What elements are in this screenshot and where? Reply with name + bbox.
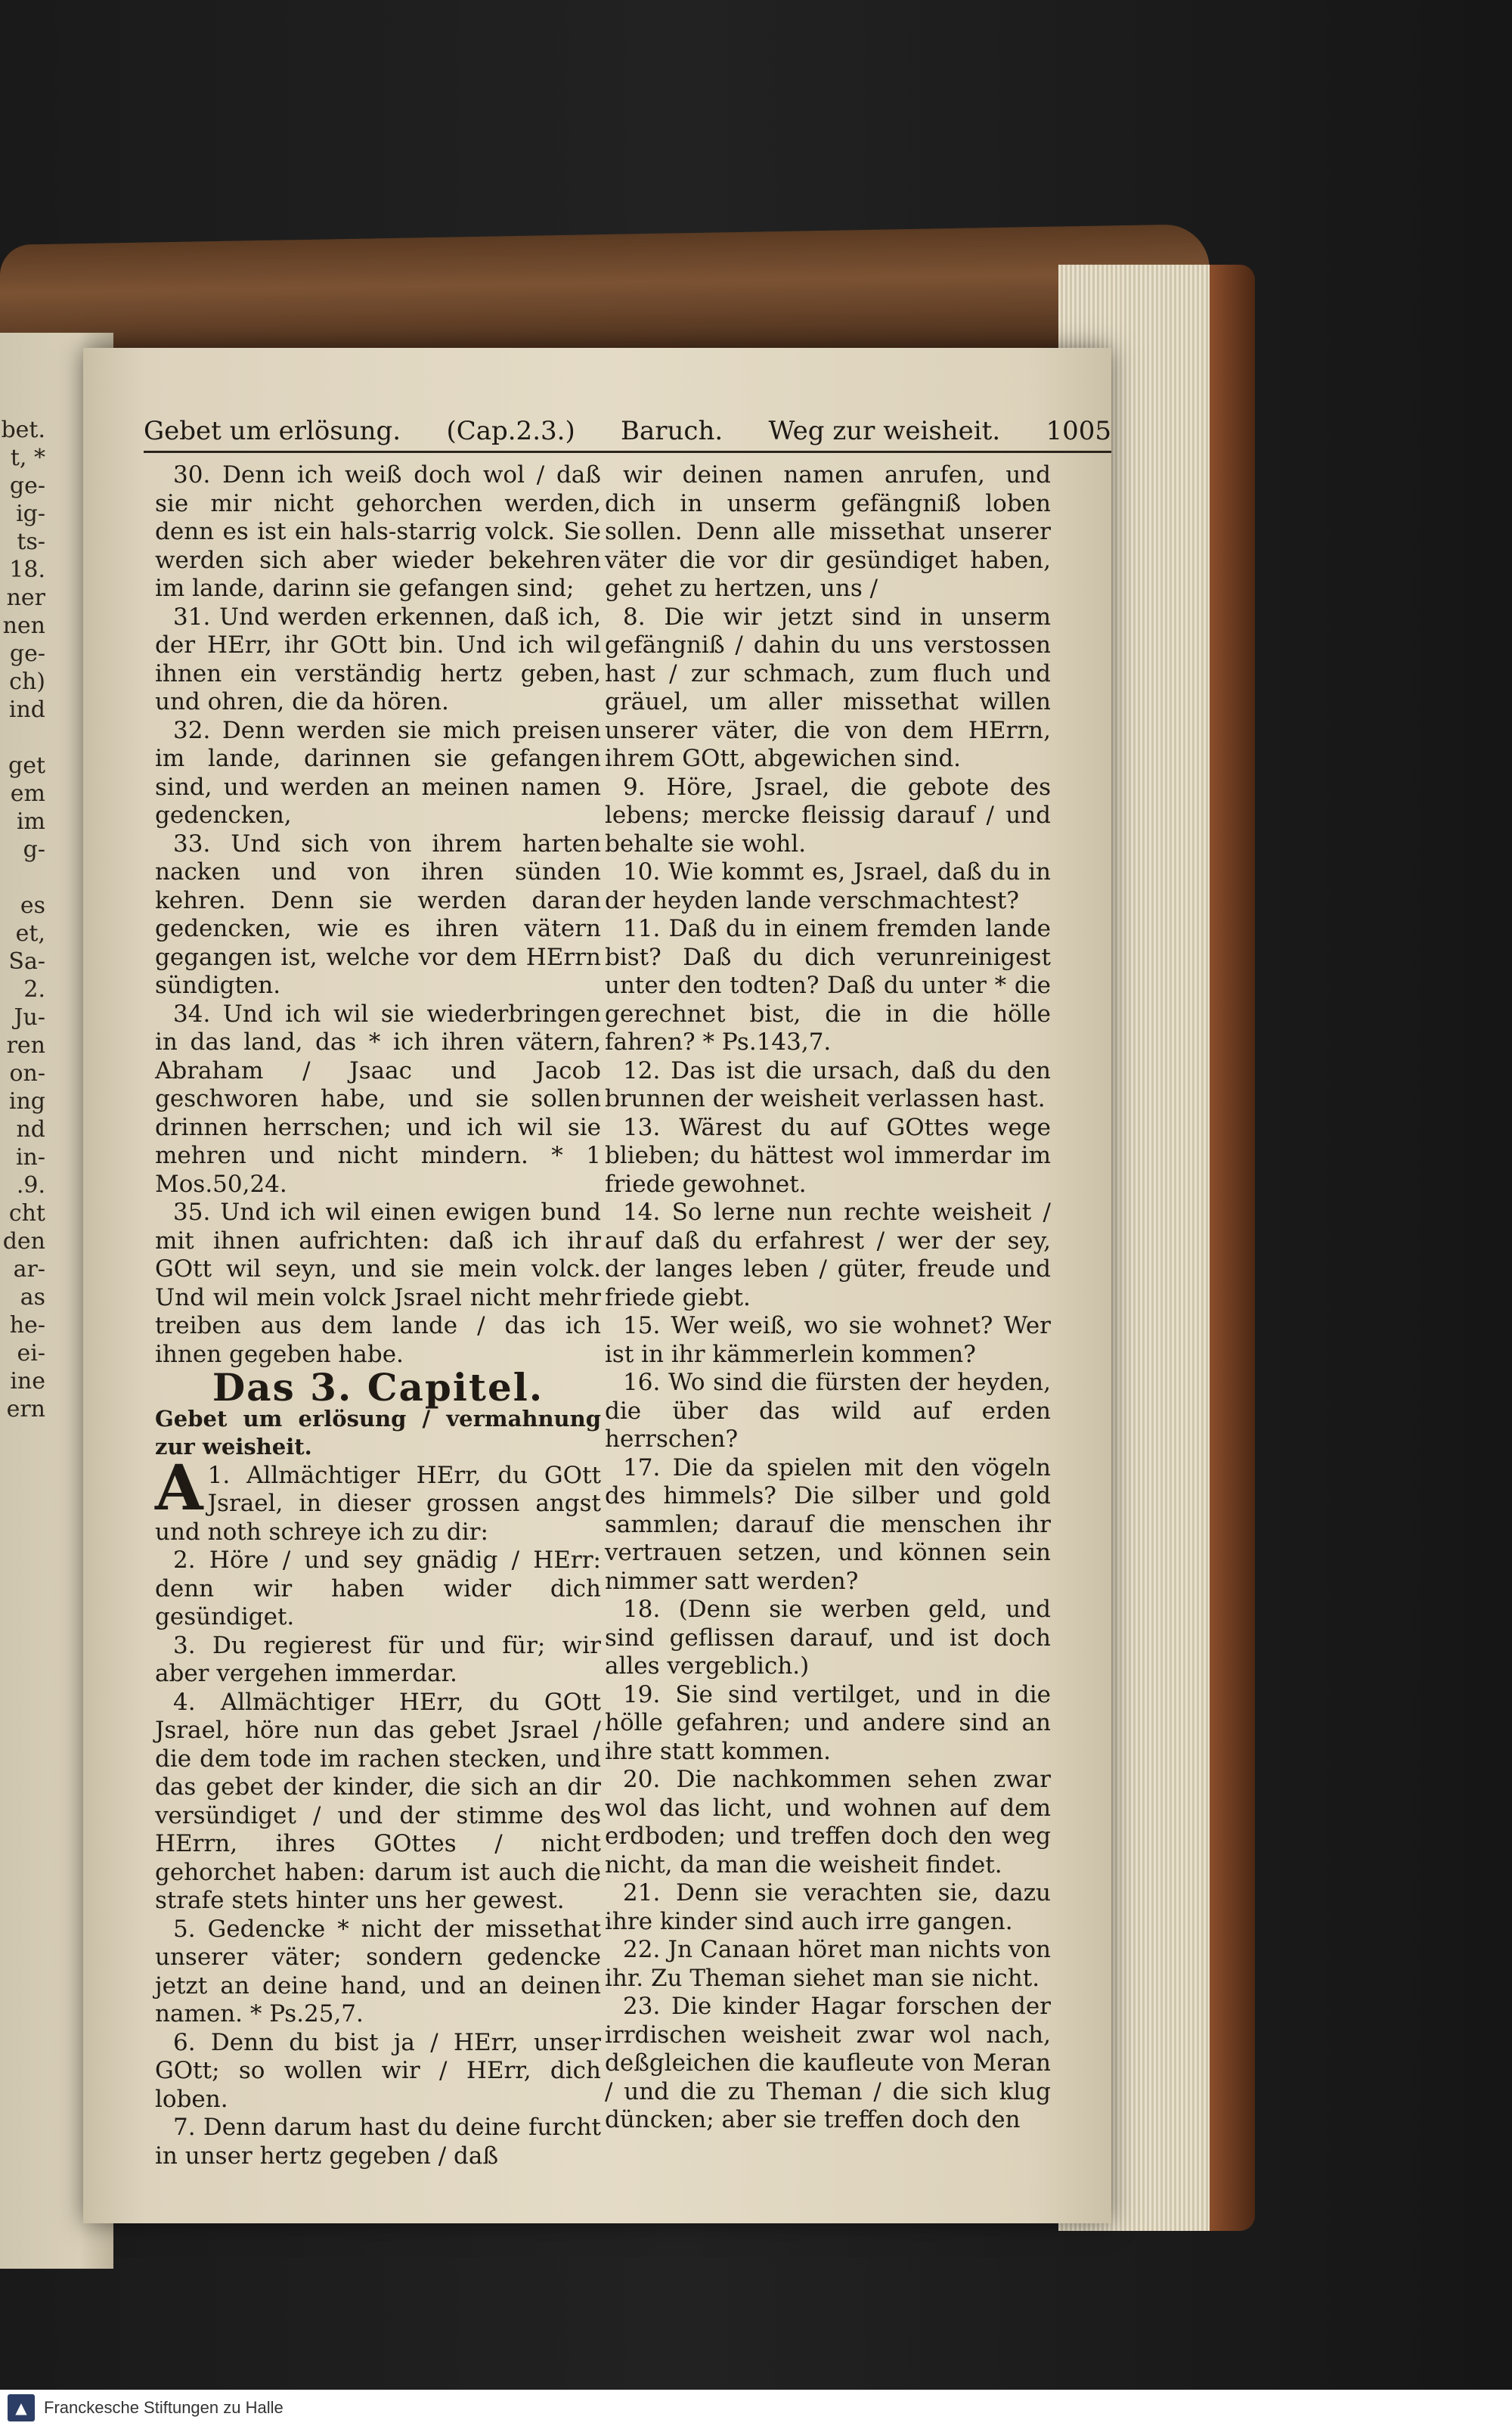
verse: 15. Wer weiß, wo sie wohnet? Wer ist in ihr kämmerlein kommen? (605, 1312, 1051, 1368)
verse: 2. Höre / und sey gnädig / HErr: denn wir haben wider dich gesündiget. (155, 1546, 601, 1630)
left-edge-fragment: Ju- (14, 1004, 45, 1031)
verse: 5. Gedencke * nicht der missethat unserer väter; sondern gedencke jetzt an deine hand, und an deinen namen. * Ps.25,7. (155, 1915, 601, 2027)
left-edge-fragment: ind (8, 696, 45, 723)
left-edge-fragment: 18. (9, 557, 45, 583)
first-verse (155, 1451, 601, 1547)
verse: 20. Die nachkommen sehen zwar wol das licht, und wohnen auf dem erdboden; und treffen doch den weg nicht, da man die weisheit findet. (605, 1766, 1051, 1878)
left-edge-fragment: get (8, 752, 45, 779)
left-edge-fragment: cht (8, 1200, 45, 1227)
left-edge-fragment: he- (9, 1312, 45, 1339)
left-edge-fragment (0, 864, 45, 892)
verse: 23. Die kinder Hagar forschen der irrdischen weisheit zwar wol nach, deßgleichen die kaufleute von Meran / und die zu Theman / die sich klug düncken; aber sie treffen doch den (605, 1993, 1051, 2133)
header-left-title: Gebet um erlösung. (144, 416, 401, 446)
left-edge-fragment: ge- (9, 641, 45, 667)
verse: 19. Sie sind vertilget, und in die hölle gefahren; und andere sind an ihre statt kommen. (605, 1680, 1051, 1765)
verse: 21. Denn sie verachten sie, dazu ihre kinder sind auch irre gangen. (605, 1879, 1051, 1935)
verse: 3. Du regierest für und für; wir aber vergehen immerdar. (155, 1631, 601, 1687)
institution-logo-icon: ▲ (8, 2394, 35, 2421)
left-edge-fragment: ge- (9, 473, 45, 499)
running-header (144, 408, 1111, 453)
verse: 6. Denn du bist ja / HErr, unser GOtt; so wollen wir / HErr, dich loben. (155, 2028, 601, 2113)
left-edge-fragment: nd (16, 1116, 45, 1143)
verse: 30. Denn ich weiß doch wol / daß sie mir nicht gehorchen werden, denn es ist ein hals-starrig volck. Sie werden sich aber wieder bekehren im lande, darinn sie gefangen sind; (155, 461, 601, 602)
left-edge-fragment: bet. (1, 417, 45, 443)
left-edge-fragment: et, (15, 920, 45, 947)
left-edge-fragment: 2. (23, 976, 45, 1003)
verses-chapter-3 (155, 1546, 601, 2170)
verse: 8. Die wir jetzt sind in unserm gefängniß / dahin du uns verstossen hast / zur schmach, zum fluch und gräuel, um aller missethat willen unserer väter, die von dem HErrn, ihrem GOtt, abgewichen sind. (605, 603, 1051, 772)
verse: 10. Wie kommt es, Jsrael, daß du in der heyden lande verschmachtest? (605, 858, 1051, 914)
verse: 14. So lerne nun rechte weisheit / auf daß du erfahrest / wer der sey, der langes leben / güter, freude und friede giebt. (605, 1199, 1051, 1311)
drop-capital: A (155, 1451, 203, 1525)
first-verse-text: 1. Allmächtiger HErr, du GOtt Jsrael, in dieser grossen angst und noth schreye ich zu dir: (155, 1461, 601, 1546)
left-edge-fragment: nen (2, 613, 45, 639)
verse: 13. Wärest du auf GOttes wege blieben; du hättest wol immerdar im friede gewohnet. (605, 1113, 1051, 1198)
left-text-column (155, 461, 601, 2170)
verse: 22. Jn Canaan höret man nichts von ihr. Zu Theman siehet man sie nicht. (605, 1936, 1051, 1992)
left-edge-fragment: as (20, 1284, 45, 1311)
left-edge-fragment: ing (8, 1088, 45, 1115)
left-edge-fragment: ts- (17, 529, 45, 555)
verse: 32. Denn werden sie mich preisen im lande, darinnen sie gefangen sind, und werden an meinen namen gedencken, (155, 716, 601, 829)
verse: 4. Allmächtiger HErr, du GOtt Jsrael, höre nun das gebet Jsrael / die dem tode im rachen stecken, und das gebet der kinder, die sich an dir versündiget / und der stimme des HErrn, ihres GOttes / nicht gehorchet haben: darum ist auch die strafe stets hinter uns her gewest. (155, 1688, 601, 1914)
verse: 18. (Denn sie werben geld, und sind geflissen darauf, und ist doch alles vergeblich.) (605, 1596, 1051, 1680)
footer-bar (0, 2390, 1512, 2426)
verse: wir deinen namen anrufen, und dich in unserm gefängniß loben sollen. Denn alle missethat unserer väter die vor dir gesündiget haben, gehet zu hertzen, uns / (605, 461, 1051, 602)
left-edge-fragment: ei- (17, 1340, 45, 1367)
book-page (83, 348, 1111, 2223)
header-right-title: Weg zur weisheit. (768, 416, 1001, 446)
right-text-column (605, 461, 1051, 2135)
left-edge-fragment: em (10, 780, 45, 807)
verse: 12. Das ist die ursach, daß du den brunnen der weisheit verlassen hast. (605, 1056, 1051, 1112)
verse: 17. Die da spielen mit den vögeln des himmels? Die silber und gold sammlen; darauf die menschen ihr vertrauen setzen, und können sein nimmer satt werden? (605, 1453, 1051, 1595)
left-edge-fragment: .9. (16, 1172, 45, 1199)
verse: 35. Und ich wil einen ewigen bund mit ihnen aufrichten: daß ich ihr GOtt wil seyn, und sie mein volck. Und wil mein volck Jsrael nicht mehr treiben aus dem lande / das ich ihnen gegeben habe. (155, 1199, 601, 1368)
left-edge-fragment: g- (23, 836, 45, 863)
left-edge-fragment: ch) (9, 669, 45, 695)
header-book-name: Baruch. (621, 416, 723, 446)
left-edge-fragment: ner (6, 585, 45, 611)
verse: 33. Und sich von ihrem harten nacken und von ihren sünden kehren. Denn sie werden daran gedencken, wie es ihren vätern gegangen ist, welche vor dem HErrn sündigten. (155, 830, 601, 999)
verses-right (605, 461, 1051, 2135)
left-page-edge-text (0, 416, 45, 1423)
verse: 34. Und ich wil sie wiederbringen in das land, das * ich ihren vätern, Abraham / Jsaac und Jacob geschworen habe, und sie sollen drinnen herrschen; und ich wil sie mehren und nicht mindern. * 1 Mos.50,24. (155, 1000, 601, 1198)
left-edge-fragment: im (16, 808, 45, 835)
verse: 31. Und werden erkennen, daß ich, der HErr, ihr GOtt bin. Und ich wil ihnen ein verständig hertz geben, und ohren, die da hören. (155, 603, 601, 715)
verse: 16. Wo sind die fürsten der heyden, die über das wild auf erden herrschen? (605, 1369, 1051, 1453)
page-number: 1005 (1046, 416, 1111, 446)
book-spine-top (0, 224, 1210, 366)
header-chapter-ref: (Cap.2.3.) (446, 416, 575, 446)
left-edge-fragment: ine (10, 1368, 45, 1394)
left-edge-fragment: ar- (13, 1256, 45, 1283)
left-edge-fragment: in- (15, 1144, 45, 1171)
left-edge-fragment: ern (6, 1396, 45, 1422)
verses-chapter-2 (155, 461, 601, 1369)
verse: 7. Denn darum hast du deine furcht in unser hertz gegeben / daß (155, 2114, 601, 2170)
verse: 9. Höre, Jsrael, die gebote des lebens; mercke fleissig darauf / und behalte sie wohl. (605, 773, 1051, 858)
chapter-title: Das 3. Capitel. (212, 1365, 544, 1410)
left-edge-fragment: ig- (16, 501, 45, 527)
left-edge-fragment (0, 724, 45, 752)
verse: 11. Daß du in einem fremden lande bist? Daß du dich verunreinigest unter den todten? Daß du unter * die gerechnet bist, die in die hölle fahren? * Ps.143,7. (605, 915, 1051, 1056)
left-edge-fragment: Sa- (8, 948, 45, 975)
left-edge-fragment: on- (9, 1060, 45, 1087)
left-edge-fragment: es (20, 892, 45, 919)
left-edge-fragment: t, * (10, 445, 45, 471)
chapter-summary: Gebet um erlösung / vermahnung zur weisheit. (155, 1405, 601, 1460)
left-edge-fragment: den (2, 1228, 45, 1255)
left-edge-fragment: ren (6, 1032, 45, 1059)
footer-credit: Franckesche Stiftungen zu Halle (44, 2398, 284, 2417)
